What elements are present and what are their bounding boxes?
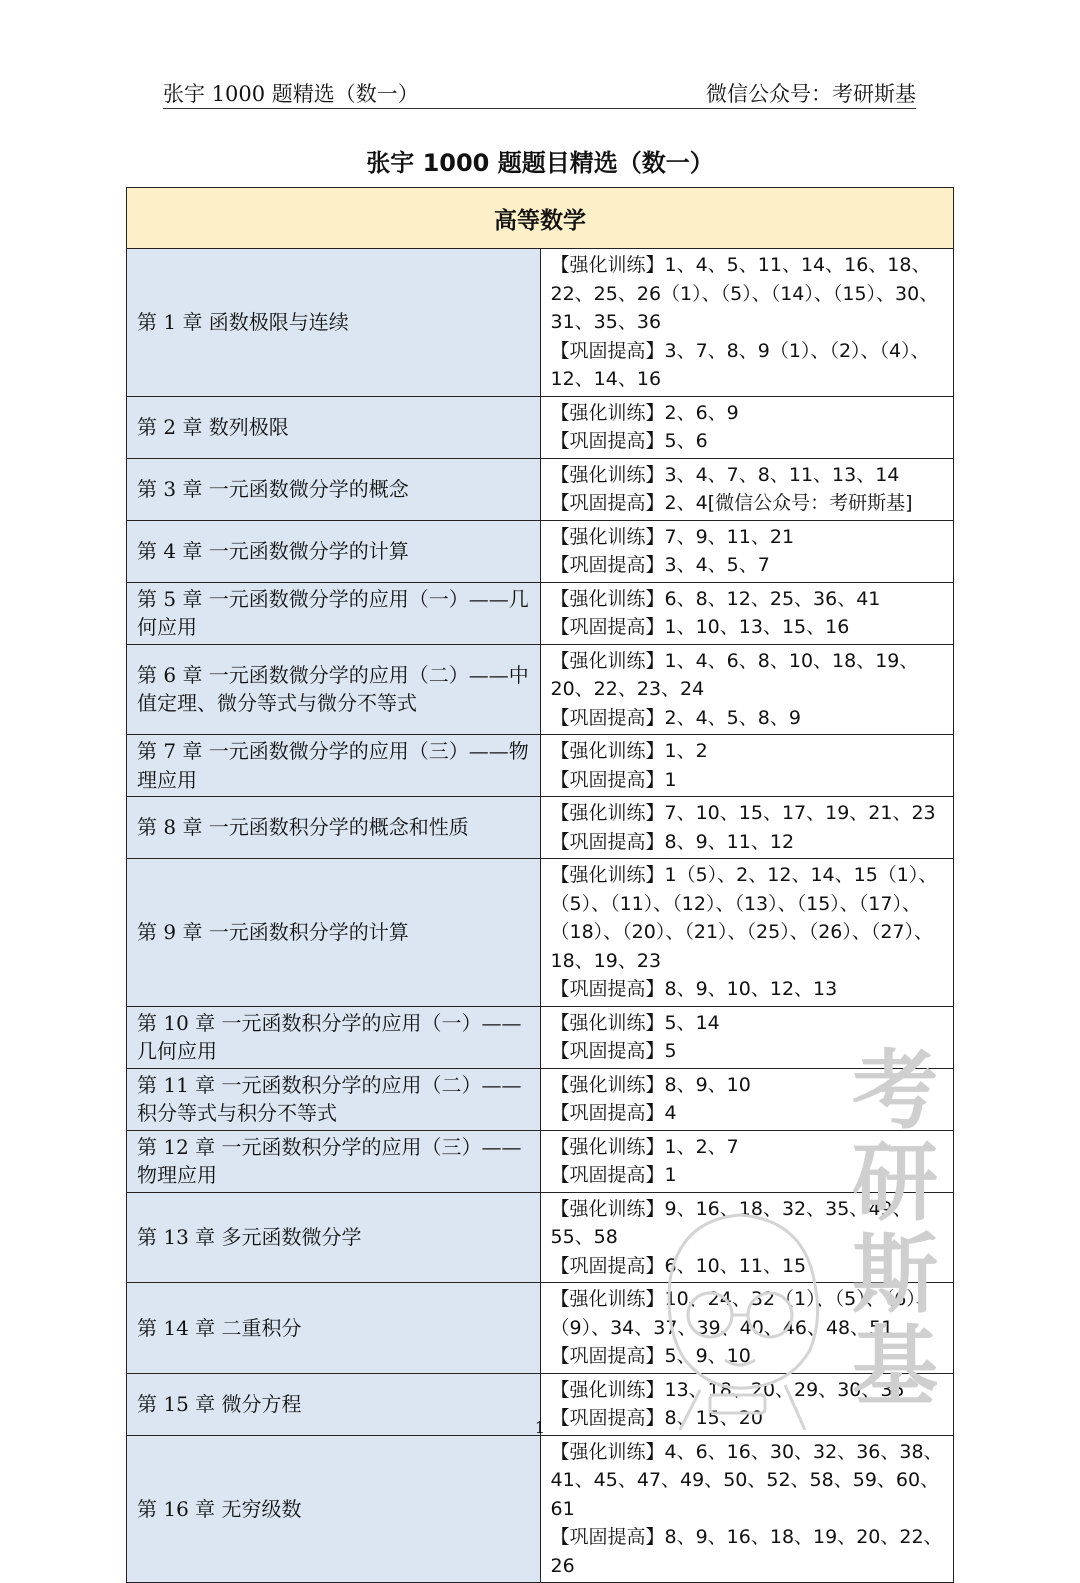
chapter-problems: [540, 396, 954, 458]
problem-line: 【强化训练】3、4、7、8、11、13、14: [550, 463, 900, 486]
chapter-row: [127, 735, 954, 797]
chapter-name: 第 13 章 多元函数微分学: [127, 1192, 541, 1283]
page-header: [163, 78, 916, 109]
problem-line: 【强化训练】9、16、18、32、35、49、55、58: [550, 1197, 912, 1248]
problem-line: 【强化训练】1、2: [550, 740, 708, 762]
problem-line: 【强化训练】1、4、5、11、14、16、18、22、25、26（1）、（5）、（14）、（15）、30、31、35、36: [550, 254, 939, 333]
chapter-problems: [540, 859, 954, 1007]
problem-line: 【巩固提高】2、4[微信公众号：考研斯基]: [550, 492, 913, 514]
problem-line: 【巩固提高】1、10、13、15、16: [550, 616, 850, 638]
chapter-problems: [540, 582, 954, 644]
problem-line: 【巩固提高】5、6: [550, 430, 708, 452]
chapter-name: 第 11 章 一元函数积分学的应用（二）——积分等式与积分不等式: [127, 1068, 541, 1130]
problem-line: 【强化训练】13、18、20、29、30、35: [550, 1378, 905, 1401]
chapter-problems: [540, 735, 954, 797]
chapter-name: 第 9 章 一元函数积分学的计算: [127, 859, 541, 1007]
chapter-row: [127, 1006, 954, 1068]
chapter-problems: [540, 458, 954, 520]
problem-line: 【巩固提高】5: [550, 1040, 677, 1062]
chapter-name: 第 14 章 二重积分: [127, 1283, 541, 1374]
chapter-row: [127, 249, 954, 397]
chapter-name: 第 7 章 一元函数微分学的应用（三）——物理应用: [127, 735, 541, 797]
problem-line: 【巩固提高】1: [550, 768, 677, 791]
chapter-name: 第 5 章 一元函数微分学的应用（一）——几何应用: [127, 582, 541, 644]
watermark-text: 考研斯基: [852, 1040, 938, 1417]
chapter-name: 第 16 章 无穷级数: [127, 1435, 541, 1583]
problem-line: 【巩固提高】6、10、11、15: [550, 1254, 807, 1277]
section-header: 高等数学: [127, 188, 954, 249]
chapter-problems: [540, 520, 954, 582]
chapter-name: 第 10 章 一元函数积分学的应用（一）——几何应用: [127, 1006, 541, 1068]
problem-line: 【强化训练】2、6、9: [550, 401, 739, 424]
problem-line: 【巩固提高】8、9、10、12、13: [550, 978, 838, 1000]
header-left: 张宇 1000 题精选（数一）: [163, 82, 419, 106]
chapter-row: [127, 1130, 954, 1192]
page-number: 1: [534, 1418, 546, 1437]
problem-line: 【巩固提高】5、9、10: [550, 1345, 751, 1367]
problem-line: 【巩固提高】8、9、11、12: [550, 830, 795, 853]
chapter-problems: [540, 797, 954, 859]
problem-line: 【巩固提高】4: [550, 1102, 677, 1124]
problem-line: 【强化训练】1、4、6、8、10、18、19、20、22、23、24: [550, 649, 919, 700]
problem-line: 【强化训练】7、10、15、17、19、21、23: [550, 802, 936, 824]
chapter-problems: [540, 249, 954, 397]
problem-line: 【巩固提高】8、15、20: [550, 1407, 763, 1429]
problem-line: 【巩固提高】3、4、5、7: [550, 554, 770, 576]
chapter-name: 第 1 章 函数极限与连续: [127, 249, 541, 397]
chapter-problems: [540, 1435, 954, 1583]
chapter-name: 第 2 章 数列极限: [127, 396, 541, 458]
problem-line: 【巩固提高】8、9、16、18、19、20、22、26: [550, 1526, 943, 1577]
problem-line: 【强化训练】5、14: [550, 1011, 720, 1034]
chapter-name: 第 12 章 一元函数积分学的应用（三）——物理应用: [127, 1130, 541, 1192]
chapter-problems: [540, 644, 954, 735]
chapter-row: [127, 859, 954, 1007]
chapter-row: [127, 458, 954, 520]
problem-line: 【巩固提高】2、4、5、8、9: [550, 706, 801, 729]
chapter-row: [127, 582, 954, 644]
chapter-name: 第 4 章 一元函数微分学的计算: [127, 520, 541, 582]
problem-line: 【巩固提高】1: [550, 1164, 677, 1186]
chapter-row: [127, 1068, 954, 1130]
chapter-row: [127, 396, 954, 458]
problem-line: 【强化训练】8、9、10: [550, 1073, 751, 1096]
document-title: 张宇 1000 题题目精选（数一）: [366, 149, 714, 177]
chapter-name: 第 15 章 微分方程: [127, 1373, 541, 1435]
chapter-name: 第 8 章 一元函数积分学的概念和性质: [127, 797, 541, 859]
problem-line: 【强化训练】10、24、32（1）、（5）、（6）、（9）、34、37、39、40、46、48、51: [550, 1288, 935, 1339]
problem-line: 【强化训练】7、9、11、21: [550, 525, 795, 548]
header-right: 微信公众号：考研斯基: [706, 82, 916, 106]
chapter-row: [127, 644, 954, 735]
problem-line: 【巩固提高】3、7、8、9（1）、（2）、（4）、12、14、16: [550, 339, 930, 390]
chapter-row: [127, 1435, 954, 1583]
problem-line: 【强化训练】1（5）、2、12、14、15（1）、（5）、（11）、（12）、（13）、（15）、（17）、（18）、（20）、（21）、（25）、（26）、（27）、18、19、23: [550, 864, 938, 972]
problem-line: 【强化训练】1、2、7: [550, 1135, 739, 1158]
chapter-row: [127, 520, 954, 582]
chapter-name: 第 6 章 一元函数微分学的应用（二）——中值定理、微分等式与微分不等式: [127, 644, 541, 735]
problem-line: 【强化训练】4、6、16、30、32、36、38、41、45、47、49、50、52、58、59、60、61: [550, 1440, 943, 1520]
chapter-row: [127, 797, 954, 859]
problem-line: 【强化训练】6、8、12、25、36、41: [550, 587, 881, 610]
mascot-illustration: [640, 1190, 840, 1430]
chapter-name: 第 3 章 一元函数微分学的概念: [127, 458, 541, 520]
